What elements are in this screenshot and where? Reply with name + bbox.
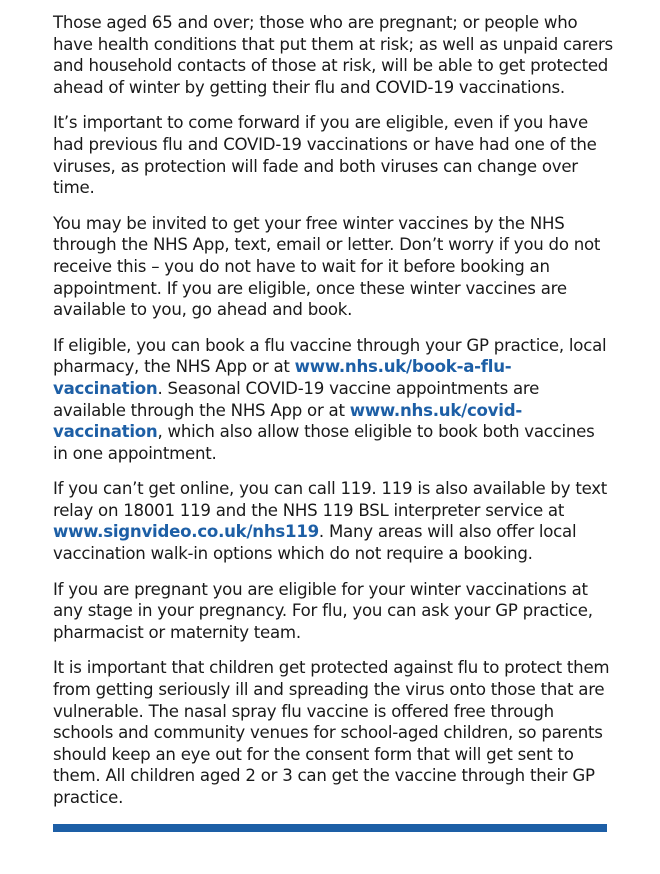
paragraph-eligibility: Those aged 65 and over; those who are pregnant; or people who have health conditions that put them at risk; as well as unpaid carers and household contacts of those at risk, will be able to get protected ahead of winter by getting their flu and COVID-19 vaccinations.: [53, 13, 613, 97]
phone-text-end: . Many areas will also offer local vaccination walk-in options which do not require a booking.: [53, 522, 577, 564]
paragraph-children: It is important that children get protected against flu to protect them from getting seriously ill and spreading the virus onto those that are vulnerable. The nasal spray flu vaccine is offered free through schools and community venues for school-aged children, so parents should keep an eye out for the consent form that will get sent to them. All children aged 2 or 3 can get the vaccine through their GP practice.: [53, 658, 610, 807]
body-text: [53, 12, 613, 823]
paragraph-booking: [53, 335, 613, 465]
booking-text-end: , which also allow those eligible to book both vaccines in one appointment.: [53, 422, 595, 463]
covid-vaccination-link[interactable]: www.nhs.uk/covid-vaccination: [53, 400, 522, 442]
footer-rule: [53, 824, 607, 832]
paragraph-invitation: You may be invited to get your free winter vaccines by the NHS through the NHS App, text, email or letter. Don’t worry if you do not receive this – you do not have to wait for it before booking an appointment. If you are eligible, once these winter vaccines are available to you, go ahead and book.: [53, 213, 601, 320]
booking-text-start: If eligible, you can book a flu vaccine through your GP practice, local pharmacy, the NHS App or at: [53, 335, 607, 377]
booking-text-middle: . Seasonal COVID-19 vaccine appointments are available through the NHS App or at: [53, 378, 540, 420]
paragraph-come-forward: It’s important to come forward if you are eligible, even if you have had previous flu and COVID-19 vaccinations or have had one of the viruses, as protection will fade and both viruses can change over time.: [53, 113, 597, 198]
flu-booking-link[interactable]: www.nhs.uk/book-a-flu-vaccination: [53, 357, 512, 398]
signvideo-link[interactable]: www.signvideo.co.uk/nhs119: [53, 522, 319, 542]
paragraph-phone-119: [53, 478, 613, 564]
phone-text-start: If you can’t get online, you can call 119. 119 is also available by text relay on 18001 119 and the NHS 119 BSL interpreter service at: [53, 479, 608, 520]
paragraph-pregnancy: If you are pregnant you are eligible for your winter vaccinations at any stage in your pregnancy. For flu, you can ask your GP practice, pharmacist or maternity team.: [53, 579, 593, 642]
